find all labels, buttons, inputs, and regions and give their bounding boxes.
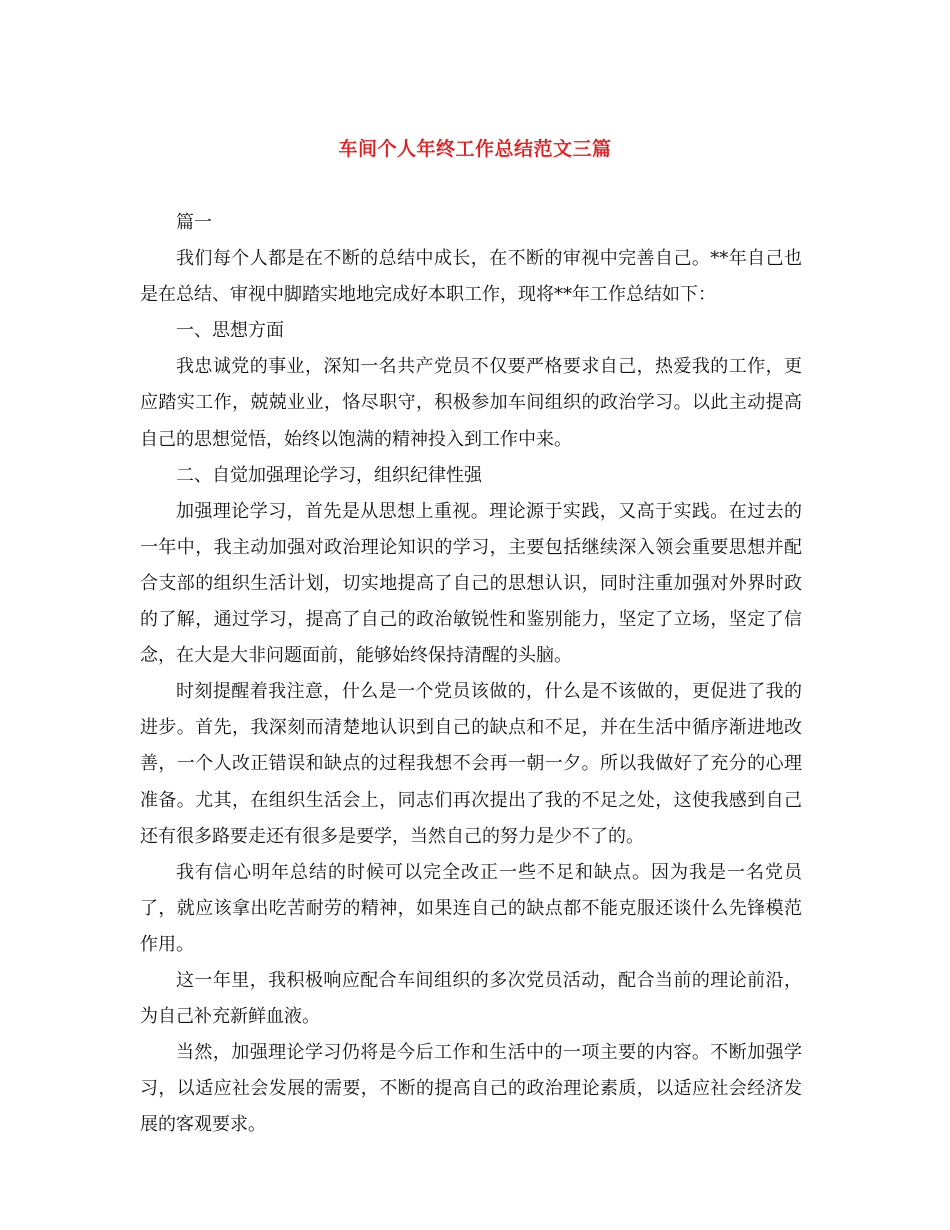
heading-thought: 一、思想方面 bbox=[176, 320, 284, 342]
paragraph-reminder: 时刻提醒着我注意，什么是一个党员该做的，什么是不该做的，更促进了我的进步。首先，我深刻而清楚地认识到自己的缺点和不足，并在生活中循序渐进地改善，一个人改正错误和缺点的过程我想不会再一朝一夕。所以我做好了充分的心理准备。尤其，在组织生活会上，同志们再次提出了我的不足之处，这使我感到自己还有很多路要走还有很多是要学，当然自己的努力是少不了的。 bbox=[140, 681, 802, 847]
paragraph-thought: 我忠诚党的事业，深知一名共产党员不仅要严格要求自己，热爱我的工作，更应踏实工作，兢兢业业，恪尽职守，积极参加车间组织的政治学习。以此主动提高自己的思想觉悟，始终以饱满的精神投入到工作中来。 bbox=[140, 356, 802, 450]
paragraph-activities: 这一年里，我积极响应配合车间组织的多次党员活动，配合当前的理论前沿，为自己补充新鲜血液。 bbox=[140, 969, 802, 1028]
document-title: 车间个人年终工作总结范文三篇 bbox=[338, 138, 612, 160]
heading-theory-study: 二、自觉加强理论学习，组织纪律性强 bbox=[176, 464, 482, 486]
document-body bbox=[140, 205, 802, 1143]
paragraph-theory-study: 加强理论学习，首先是从思想上重视。理论源于实践，又高于实践。在过去的一年中，我主动加强对政治理论知识的学习，主要包括继续深入领会重要思想并配合支部的组织生活计划，切实地提高了自己的思想认识，同时注重加强对外界时政的了解，通过学习，提高了自己的政治敏锐性和鉴别能力，坚定了立场，坚定了信念，在大是大非问题面前，能够始终保持清醒的头脑。 bbox=[140, 500, 802, 667]
paragraph-intro: 我们每个人都是在不断的总结中成长，在不断的审视中完善自己。**年自己也是在总结、审视中脚踏实地地完成好本职工作，现将**年工作总结如下： bbox=[140, 248, 802, 306]
paragraph-confidence: 我有信心明年总结的时候可以完全改正一些不足和缺点。因为我是一名党员了，就应该拿出吃苦耐劳的精神，如果连自己的缺点都不能克服还谈什么先锋模范作用。 bbox=[140, 861, 802, 955]
paragraph-conclusion: 当然，加强理论学习仍将是今后工作和生活中的一项主要的内容。不断加强学习，以适应社会发展的需要，不断的提高自己的政治理论素质，以适应社会经济发展的客观要求。 bbox=[140, 1042, 802, 1136]
paragraph-section-label: 篇一 bbox=[176, 212, 212, 233]
